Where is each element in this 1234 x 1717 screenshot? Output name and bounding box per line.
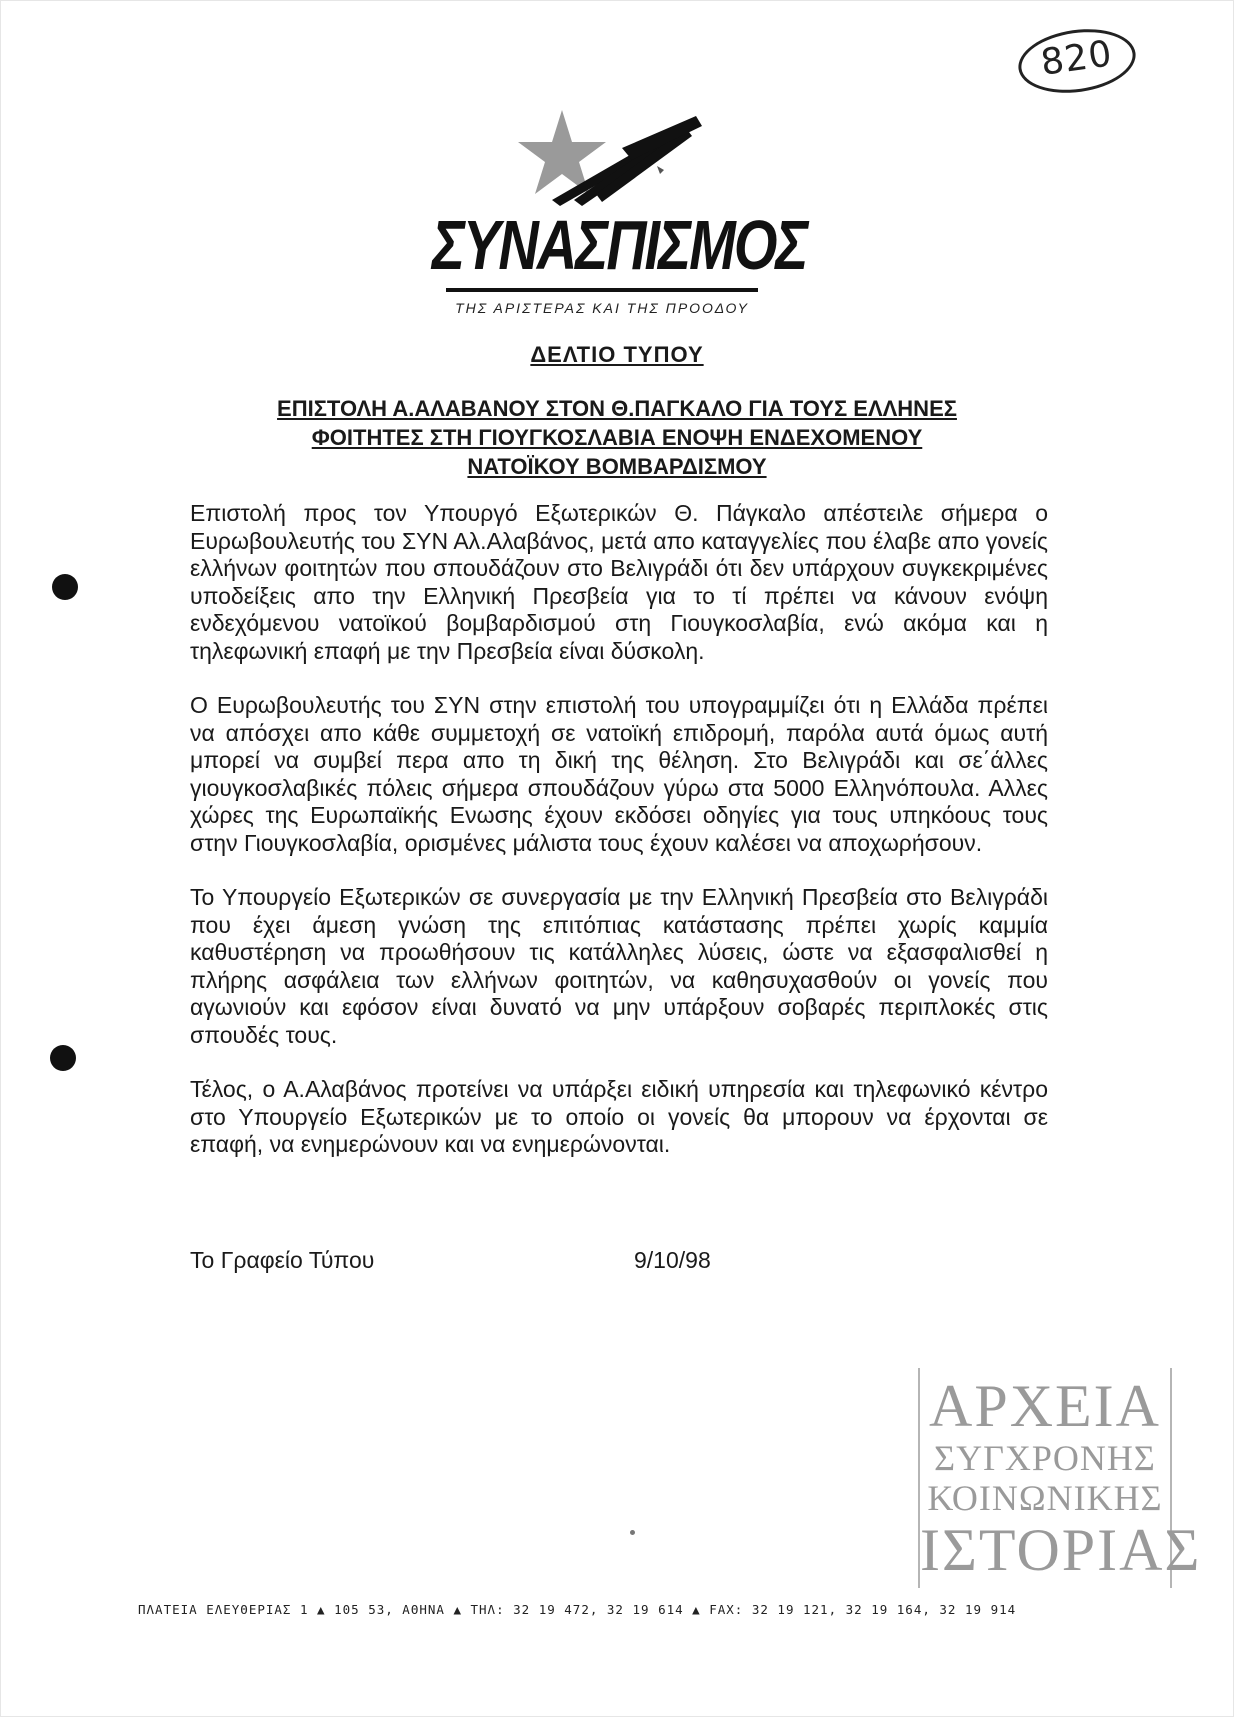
footer-address: ΠΛΑΤΕΙΑ ΕΛΕΥΘΕΡΙΑΣ 1 ▲ 105 53, ΑΘΗΝΑ ▲ ΤΗΛ: 32 19 472, 32 19 614 ▲ FAX: 32 19 121, 32 19 164, 32 19 914 bbox=[138, 1602, 1017, 1617]
stamp-number: 820 bbox=[1038, 33, 1116, 84]
party-tagline: ΤΗΣ ΑΡΙΣΤΕΡΑΣ ΚΑΙ ΤΗΣ ΠΡΟΟΔΟΥ bbox=[455, 300, 749, 316]
archive-line: ΙΣΤΟΡΙΑΣ bbox=[920, 1517, 1202, 1583]
paragraph: Επιστολή προς τον Υπουργό Εξωτερικών Θ. Πάγκαλο απέστειλε σήμερα ο Ευρωβουλευτής του ΣΥΝ Αλ.Αλαβάνος, μετά απο καταγγελίες που έλαβε απο γονείς ελλήνων φοιτητών που σπουδάζουν στο Βελιγράδι ότι δεν υπάρχουν συγκεκριμένες υποδείξεις απο την Ελληνική Πρεσβεία για το τί πρέπει να κάνουν ενόψη ενδεχόμενου νατοϊκού βομβαρδισμού στη Γιουγκοσλαβία, ενώ ακόμα και η τηλεφωνική επαφή με την Πρεσβεία είναι δύσκολη. bbox=[190, 500, 1048, 664]
archive-watermark bbox=[918, 1368, 1202, 1588]
star-and-arrow-icon bbox=[492, 108, 712, 208]
body-text bbox=[190, 500, 1048, 1186]
paragraph: Τέλος, ο Α.Αλαβάνος προτείνει να υπάρξει ειδική υπηρεσία και τηλεφωνικό κέντρο στο Υπουργείο Εξωτερικών με το οποίο οι γονείς θα μπορουν να έρχονται σε επαφή, να ενημερώνουν και να ενημερώνονται. bbox=[190, 1076, 1048, 1157]
scan-speck bbox=[630, 1530, 635, 1535]
punch-hole-top bbox=[52, 574, 78, 600]
paragraph: Ο Ευρωβουλευτής του ΣΥΝ στην επιστολή του υπογραμμίζει ότι η Ελλάδα πρέπει να απόσχει απο κάθε συμμετοχή σε νατοϊκή επιδρομή, παρόλα αυτά όμως αυτή μπορεί να συμβεί περα απο τη δική της θέληση. Στο Βελιγράδι και σε΄άλλες γιουγκοσλαβικές πόλεις σήμερα σπουδάζουν γύρω στα 5000 Ελληνόπουλα. Αλλες χώρες της Ευρωπαϊκής Ενωσης έχουν εκδόσει οδηγίες για τους υπηκόους τους στην Γιουγκοσλαβία, ορισμένες μάλιστα τους έχουν καλέσει να αποχωρήσουν. bbox=[190, 692, 1048, 856]
archive-line: ΚΟΙΝΩΝΙΚΗΣ bbox=[927, 1478, 1163, 1518]
punch-hole-bottom bbox=[50, 1045, 76, 1071]
document-type-title: ΔΕΛΤΙΟ ΤΥΠΟΥ bbox=[530, 342, 704, 367]
headline-line: ΕΠΙΣΤΟΛΗ Α.ΑΛΑΒΑΝΟΥ ΣΤΟΝ Θ.ΠΑΓΚΑΛΟ ΓΙΑ ΤΟΥΣ ΕΛΛΗΝΕΣ bbox=[277, 396, 957, 421]
press-office-signature: Το Γραφείο Τύπου bbox=[190, 1247, 375, 1273]
document-date: 9/10/98 bbox=[634, 1247, 711, 1273]
logo-divider bbox=[446, 288, 758, 292]
headline-line: ΦΟΙΤΗΤΕΣ ΣΤΗ ΓΙΟΥΓΚΟΣΛΑΒΙΑ ΕΝΟΨΗ ΕΝΔΕΧΟΜΕΝΟΥ bbox=[311, 425, 923, 450]
handwritten-number-stamp bbox=[1014, 22, 1139, 100]
party-logo bbox=[432, 108, 807, 316]
archive-line: ΣΥΓΧΡΟΝΗΣ bbox=[934, 1438, 1156, 1478]
headline bbox=[120, 394, 1114, 481]
party-name: ΣΥΝΑΣΠΙΣΜΟΣ bbox=[432, 205, 807, 284]
archive-line: ΑΡΧΕΙΑ bbox=[929, 1373, 1161, 1439]
headline-line: ΝΑΤΟΪΚΟΥ ΒΟΜΒΑΡΔΙΣΜΟΥ bbox=[467, 454, 767, 479]
paragraph: Το Υπουργείο Εξωτερικών σε συνεργασία με την Ελληνική Πρεσβεία στο Βελιγράδι που έχει άμεση γνώση της επιτόπιας κατάστασης πρέπει χωρίς καμμία καθυστέρηση να προωθήσουν τις κατάλληλες λύσεις, ώστε να εξασφαλισθεί η πλήρης ασφάλεια των ελλήνων φοιτητών, να καθησυχασθούν οι γονείς που αγωνιούν και εφόσον είναι δυνατό να μην υπάρξουν σοβαρές περιπλοκές στις σπουδές τους. bbox=[190, 884, 1048, 1048]
